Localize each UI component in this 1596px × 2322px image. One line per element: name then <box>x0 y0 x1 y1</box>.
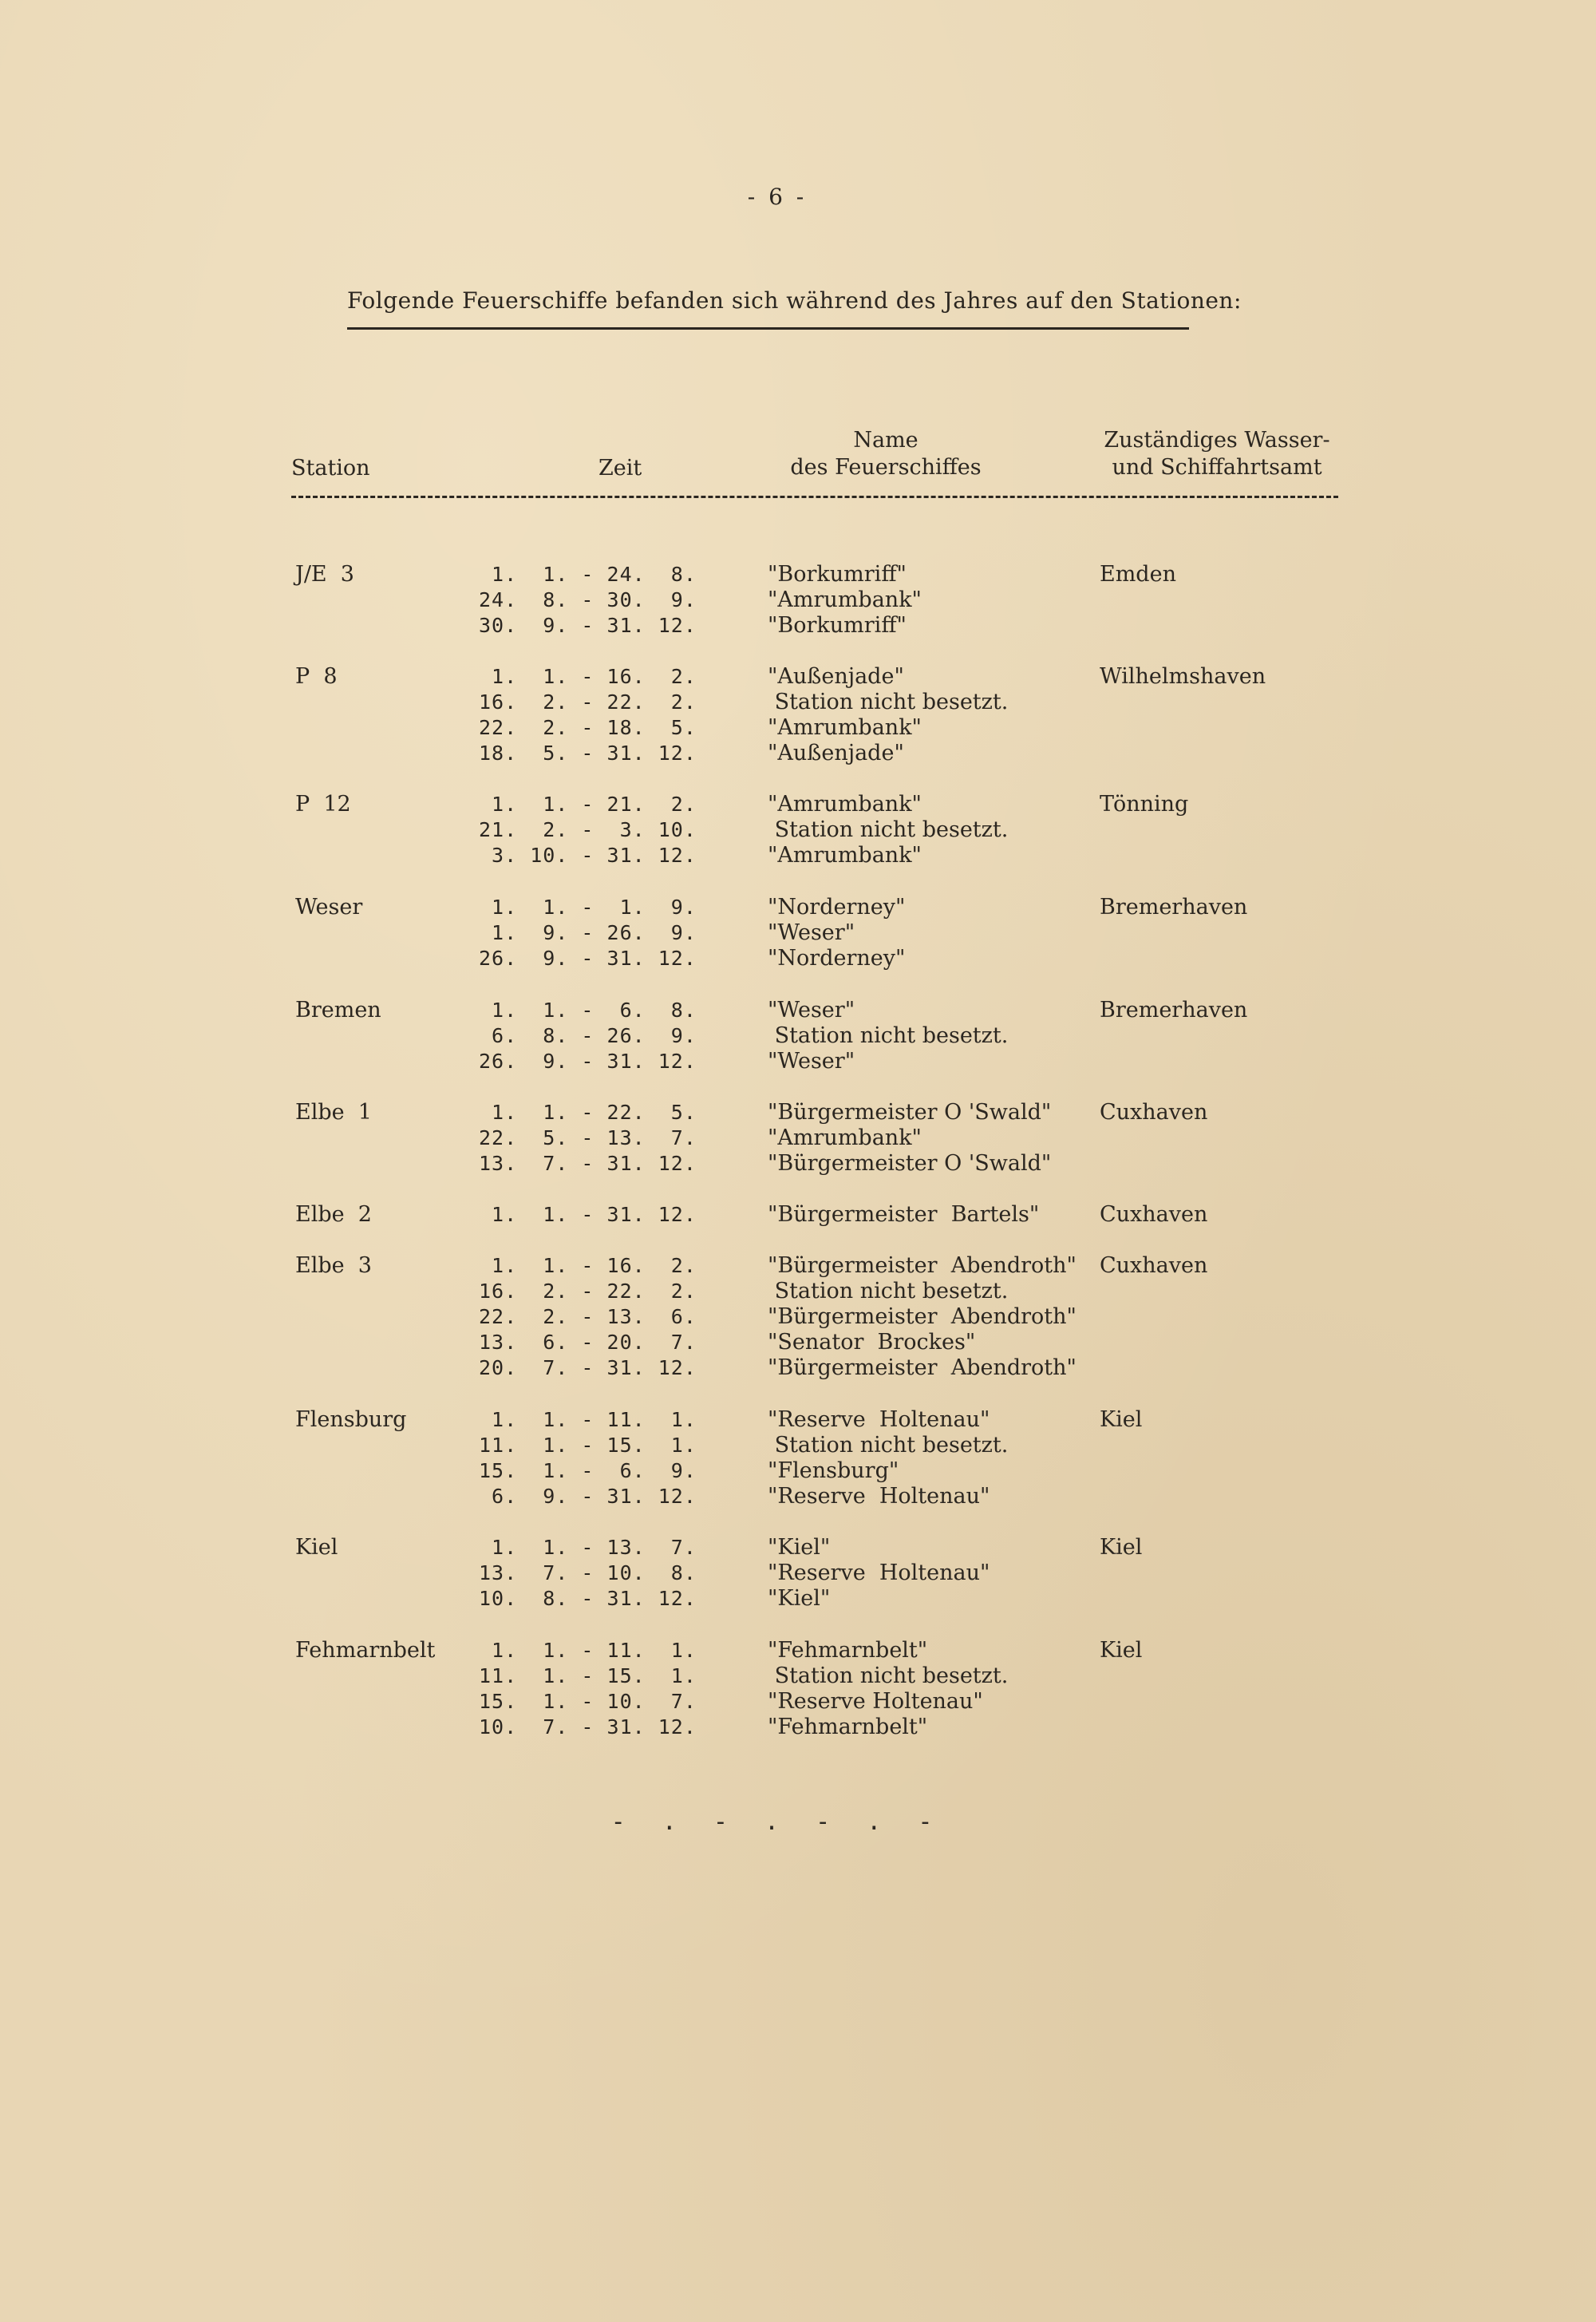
ship-name-cell: "Bürgermeister O 'Swald" <box>768 1151 1052 1176</box>
zeit-cell: 1. 1. - 16. 2. <box>479 665 697 688</box>
ship-name-cell: Station nicht besetzt. <box>768 817 1009 842</box>
ship-name-cell: "Borkumriff" <box>768 562 907 587</box>
station-cell: J/E 3 <box>295 562 354 587</box>
amt-cell: Cuxhaven <box>1100 1253 1208 1278</box>
ship-name-cell: "Norderney" <box>768 895 906 920</box>
zeit-cell: 1. 1. - 11. 1. <box>479 1408 697 1431</box>
station-cell: Bremen <box>295 998 381 1023</box>
amt-cell: Kiel <box>1100 1535 1143 1560</box>
zeit-cell: 16. 2. - 22. 2. <box>479 690 697 714</box>
zeit-cell: 1. 1. - 31. 12. <box>479 1203 697 1226</box>
column-header-amt-line2: und Schiffahrtsamt <box>1112 455 1322 480</box>
ship-name-cell: Station nicht besetzt. <box>768 1663 1009 1688</box>
station-cell: P 12 <box>295 792 351 817</box>
amt-cell: Bremerhaven <box>1100 895 1248 920</box>
zeit-cell: 6. 9. - 31. 12. <box>479 1485 697 1508</box>
amt-cell: Emden <box>1100 562 1176 587</box>
zeit-cell: 1. 1. - 11. 1. <box>479 1639 697 1662</box>
ship-name-cell: "Reserve Holtenau" <box>768 1407 990 1432</box>
zeit-cell: 22. 2. - 13. 6. <box>479 1305 697 1328</box>
station-cell: Elbe 2 <box>295 1202 372 1227</box>
zeit-cell: 1. 1. - 22. 5. <box>479 1101 697 1124</box>
amt-cell: Kiel <box>1100 1638 1143 1663</box>
ship-name-cell: "Bürgermeister O 'Swald" <box>768 1100 1052 1125</box>
column-header-zeit: Zeit <box>598 456 642 481</box>
zeit-cell: 26. 9. - 31. 12. <box>479 947 697 970</box>
ship-name-cell: "Fehmarnbelt" <box>768 1715 928 1739</box>
zeit-cell: 26. 9. - 31. 12. <box>479 1050 697 1073</box>
station-cell: Flensburg <box>295 1407 407 1432</box>
ship-name-cell: "Außenjade" <box>768 741 904 765</box>
zeit-cell: 13. 7. - 10. 8. <box>479 1561 697 1584</box>
zeit-cell: 10. 8. - 31. 12. <box>479 1587 697 1610</box>
ship-name-cell: "Amrumbank" <box>768 587 922 612</box>
end-marker: - . - . - . - <box>610 1808 944 1836</box>
zeit-cell: 15. 1. - 6. 9. <box>479 1459 697 1482</box>
amt-cell: Kiel <box>1100 1407 1143 1432</box>
column-header-name-line1: Name <box>853 428 918 453</box>
ship-name-cell: "Bürgermeister Bartels" <box>768 1202 1040 1227</box>
ship-name-cell: "Borkumriff" <box>768 613 907 638</box>
ship-name-cell: "Fehmarnbelt" <box>768 1638 928 1663</box>
page-number: - 6 - <box>747 184 808 210</box>
ship-name-cell: Station nicht besetzt. <box>768 690 1009 714</box>
ship-name-cell: "Kiel" <box>768 1535 831 1560</box>
column-header-name-line2: des Feuerschiffes <box>790 455 982 480</box>
column-header-station: Station <box>291 456 370 481</box>
page-heading: Folgende Feuerschiffe befanden sich während des Jahres auf den Stationen: <box>347 287 1242 314</box>
zeit-cell: 30. 9. - 31. 12. <box>479 614 697 637</box>
zeit-cell: 1. 1. - 24. 8. <box>479 563 697 586</box>
zeit-cell: 1. 1. - 1. 9. <box>479 896 697 919</box>
station-cell: Elbe 1 <box>295 1100 372 1125</box>
zeit-cell: 13. 6. - 20. 7. <box>479 1331 697 1354</box>
ship-name-cell: "Weser" <box>768 1049 855 1074</box>
zeit-cell: 18. 5. - 31. 12. <box>479 742 697 765</box>
ship-name-cell: "Kiel" <box>768 1586 831 1611</box>
zeit-cell: 22. 2. - 18. 5. <box>479 716 697 739</box>
station-cell: P 8 <box>295 664 338 689</box>
zeit-cell: 11. 1. - 15. 1. <box>479 1434 697 1457</box>
ship-name-cell: Station nicht besetzt. <box>768 1023 1009 1048</box>
zeit-cell: 1. 1. - 6. 8. <box>479 999 697 1022</box>
amt-cell: Wilhelmshaven <box>1100 664 1266 689</box>
zeit-cell: 6. 8. - 26. 9. <box>479 1024 697 1047</box>
ship-name-cell: "Weser" <box>768 998 855 1023</box>
zeit-cell: 21. 2. - 3. 10. <box>479 818 697 841</box>
ship-name-cell: "Bürgermeister Abendroth" <box>768 1355 1077 1380</box>
zeit-cell: 15. 1. - 10. 7. <box>479 1690 697 1713</box>
amt-cell: Bremerhaven <box>1100 998 1248 1023</box>
ship-name-cell: "Weser" <box>768 920 855 945</box>
ship-name-cell: "Amrumbank" <box>768 715 922 740</box>
station-cell: Fehmarnbelt <box>295 1638 436 1663</box>
station-cell: Weser <box>295 895 363 920</box>
zeit-cell: 20. 7. - 31. 12. <box>479 1356 697 1379</box>
station-cell: Elbe 3 <box>295 1253 372 1278</box>
ship-name-cell: Station nicht besetzt. <box>768 1433 1009 1458</box>
zeit-cell: 13. 7. - 31. 12. <box>479 1152 697 1175</box>
zeit-cell: 16. 2. - 22. 2. <box>479 1280 697 1303</box>
ship-name-cell: "Reserve Holtenau" <box>768 1484 990 1509</box>
zeit-cell: 1. 1. - 21. 2. <box>479 793 697 816</box>
ship-name-cell: "Reserve Holtenau" <box>768 1689 983 1714</box>
zeit-cell: 22. 5. - 13. 7. <box>479 1126 697 1149</box>
ship-name-cell: "Bürgermeister Abendroth" <box>768 1304 1077 1329</box>
zeit-cell: 10. 7. - 31. 12. <box>479 1715 697 1739</box>
zeit-cell: 24. 8. - 30. 9. <box>479 588 697 611</box>
zeit-cell: 3. 10. - 31. 12. <box>479 844 697 867</box>
ship-name-cell: "Amrumbank" <box>768 792 922 817</box>
ship-name-cell: "Außenjade" <box>768 664 904 689</box>
column-header-amt-line1: Zuständiges Wasser- <box>1104 428 1330 453</box>
ship-name-cell: "Bürgermeister Abendroth" <box>768 1253 1077 1278</box>
ship-name-cell: "Norderney" <box>768 946 906 971</box>
zeit-cell: 1. 1. - 13. 7. <box>479 1536 697 1559</box>
ship-name-cell: "Amrumbank" <box>768 843 922 868</box>
ship-name-cell: Station nicht besetzt. <box>768 1279 1009 1303</box>
amt-cell: Cuxhaven <box>1100 1100 1208 1125</box>
ship-name-cell: "Flensburg" <box>768 1458 899 1483</box>
zeit-cell: 1. 9. - 26. 9. <box>479 921 697 944</box>
amt-cell: Tönning <box>1100 792 1189 817</box>
zeit-cell: 1. 1. - 16. 2. <box>479 1254 697 1277</box>
ship-name-cell: "Senator Brockes" <box>768 1330 976 1355</box>
amt-cell: Cuxhaven <box>1100 1202 1208 1227</box>
station-cell: Kiel <box>295 1535 338 1560</box>
ship-name-cell: "Reserve Holtenau" <box>768 1561 990 1585</box>
ship-name-cell: "Amrumbank" <box>768 1125 922 1150</box>
zeit-cell: 11. 1. - 15. 1. <box>479 1664 697 1687</box>
